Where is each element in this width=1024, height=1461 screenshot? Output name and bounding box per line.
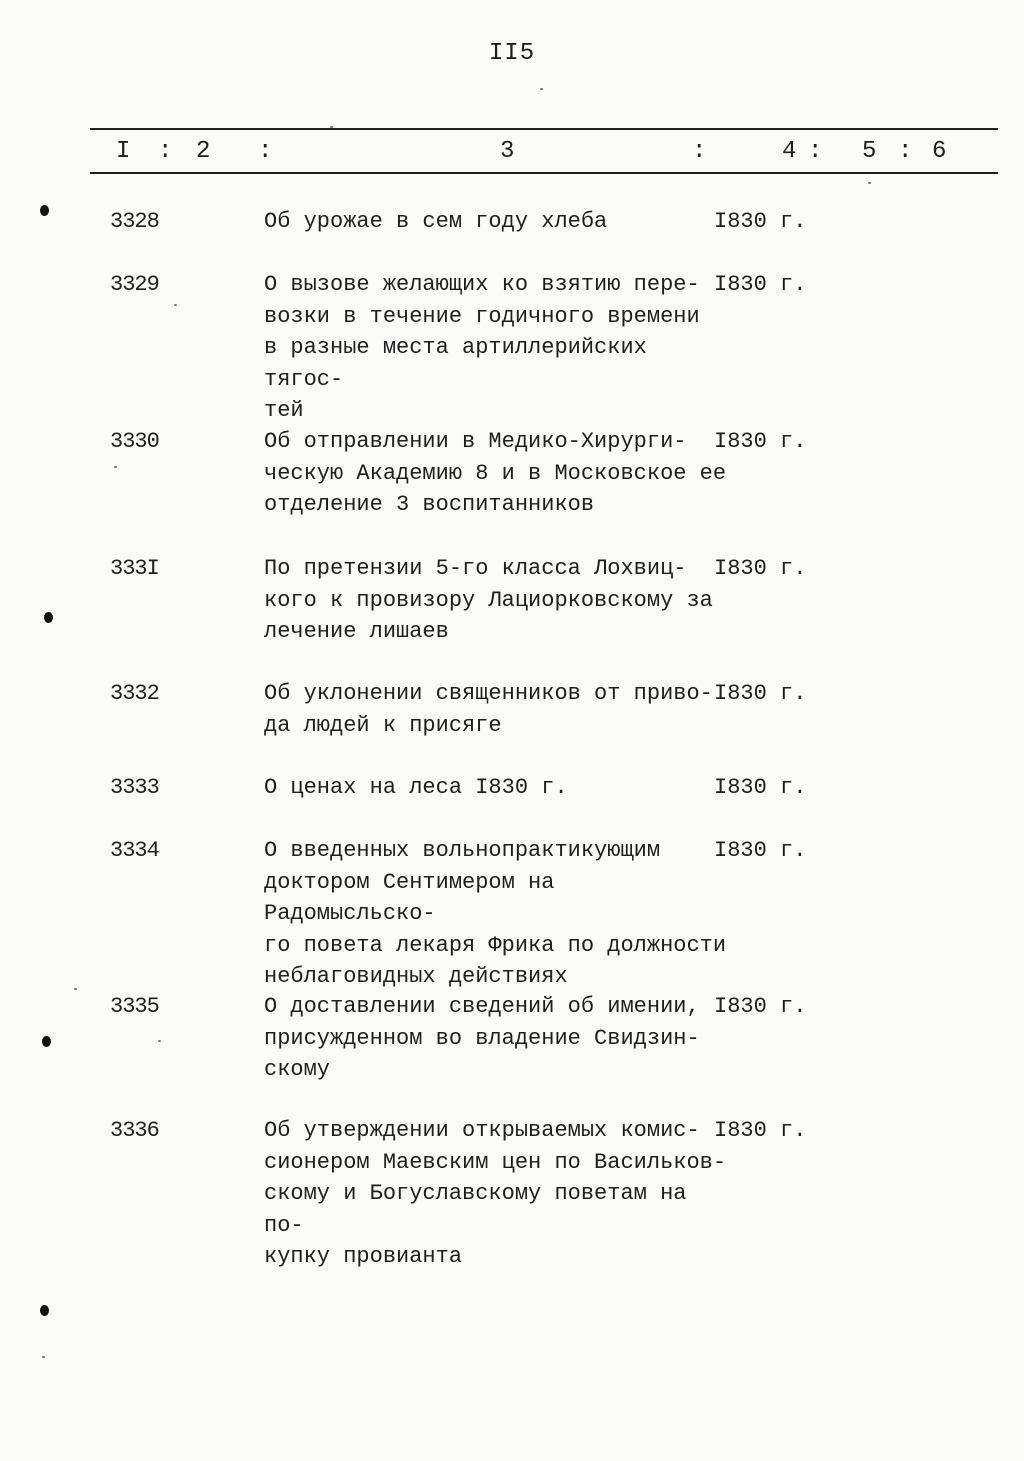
scan-speck [114, 466, 117, 468]
col-3-label: 3 [500, 138, 515, 165]
record-title: О ценах на леса I830 г. [264, 775, 568, 800]
scan-speck [330, 126, 333, 128]
col-6-label: 6 [932, 138, 947, 165]
record-title: Об отправлении в Медико-Хирурги- ческую Академию 8 и в Московское ее отделение 3 воспитанников [264, 429, 727, 517]
record-number: 3336 [110, 1118, 159, 1143]
record-year: I830 г. [714, 838, 807, 863]
record-title: О введенных вольнопрактикующим доктором Сентимером на Радомысльско- го повета лекаря Фрика по должности неблаговидных действиях [264, 838, 727, 989]
record-number: 3329 [110, 272, 159, 297]
record-title: О доставлении сведений об имении, присужденном во владение Свидзин- скому [264, 994, 700, 1082]
col-5-label: 5 [862, 138, 877, 165]
scan-speck [868, 182, 871, 184]
binder-hole-mark [40, 205, 49, 216]
record-title: Об уклонении священников от приво- да людей к присяге [264, 681, 713, 738]
col-separator: : [158, 138, 173, 165]
col-separator: : [692, 138, 707, 165]
binder-hole-mark [44, 612, 53, 623]
record-number: 3330 [110, 429, 159, 454]
col-2-label: 2 [196, 138, 211, 165]
record-title: По претензии 5-го класса Лохвиц- кого к провизору Лациорковскому за лечение лишаев [264, 556, 713, 644]
page-number: II5 [488, 40, 536, 67]
header-rule-bottom [90, 172, 998, 174]
record-year: I830 г. [714, 681, 807, 706]
scan-speck [158, 1040, 161, 1042]
record-title: О вызове желающих ко взятию пере- возки в течение годичного времени в разные места артиллерийских тягос- тей [264, 272, 700, 423]
record-title: Об урожае в сем году хлеба [264, 209, 608, 234]
header-rule-top [90, 128, 998, 130]
record-year: I830 г. [714, 209, 807, 234]
record-number: 3335 [110, 994, 159, 1019]
binder-hole-mark [40, 1305, 49, 1316]
record-year: I830 г. [714, 272, 807, 297]
record-year: I830 г. [714, 994, 807, 1019]
record-title: Об утверждении открываемых комис- сионером Маевским цен по Васильков- скому и Богуславскому поветам на по- купку провианта [264, 1118, 727, 1269]
record-year: I830 г. [714, 1118, 807, 1143]
record-number: 3334 [110, 838, 159, 863]
scan-speck [540, 88, 543, 90]
record-year: I830 г. [714, 775, 807, 800]
col-separator: : [808, 138, 823, 165]
col-1-label: I [116, 138, 131, 165]
binder-hole-mark [42, 1036, 51, 1047]
scan-speck [174, 304, 177, 306]
col-separator: : [898, 138, 913, 165]
record-number: 3333 [110, 775, 159, 800]
scan-speck [42, 1356, 45, 1358]
record-year: I830 г. [714, 556, 807, 581]
record-number: 3332 [110, 681, 159, 706]
record-year: I830 г. [714, 429, 807, 454]
scan-speck [74, 988, 77, 990]
record-number: 3328 [110, 209, 159, 234]
record-number: 333I [110, 556, 159, 581]
col-4-label: 4 [782, 138, 797, 165]
col-separator: : [258, 138, 273, 165]
